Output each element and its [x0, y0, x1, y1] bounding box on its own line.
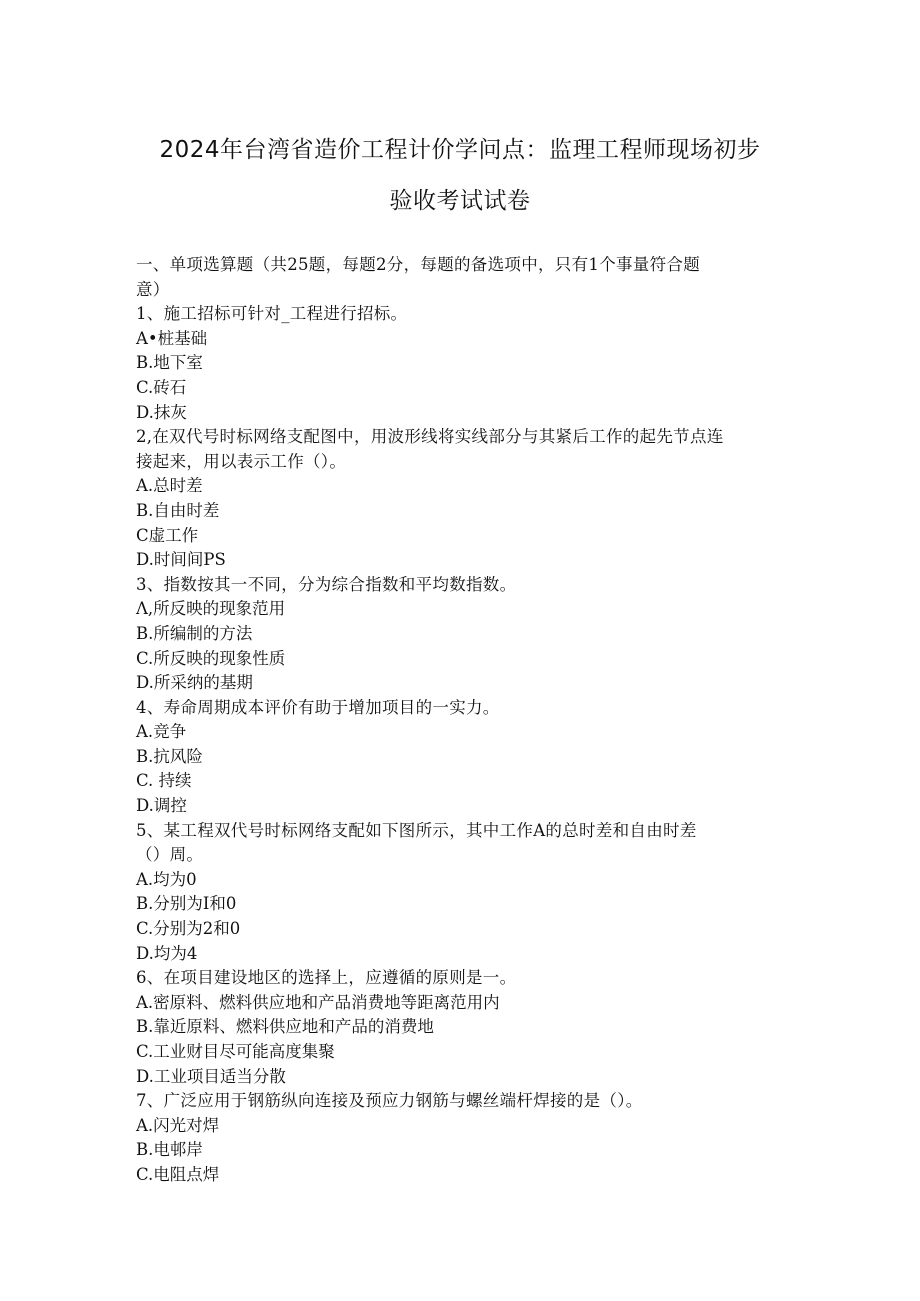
question-5-stem: 5、某工程双代号时标网络支配如下图所示，其中工作A的总时差和自由时差 — [136, 820, 697, 840]
question-6-option-c: C.工业财目尽可能高度集聚 — [136, 1042, 335, 1061]
question-1-option-d: D.抹灰 — [136, 402, 187, 422]
question-5-option-a: A.均为0 — [136, 869, 197, 889]
question-2-option-b: B.自由时差 — [136, 500, 220, 520]
document-title-line-1: 2024年台湾省造价工程计价学问点：监理工程师现场初步 — [159, 137, 761, 163]
question-3-stem: 3、指数按其一不同，分为综合指数和平均数指数。 — [136, 574, 517, 594]
question-5-option-b: B.分别为I和0 — [136, 894, 237, 914]
section-heading: 一、单项选算题（共25题，每题2分，每题的备选项中，只有1个事量符合题 — [136, 255, 700, 274]
question-1-option-b: B.地下室 — [136, 353, 203, 373]
question-6-option-b: B.靠近原料、燃料供应地和产品的消费地 — [136, 1017, 434, 1037]
question-1-option-a: A•桩基础 — [136, 328, 208, 348]
question-1-stem: 1、施工招标可针对_工程进行招标。 — [136, 304, 408, 324]
question-5-option-d: D.均为4 — [136, 943, 198, 963]
exam-body — [136, 253, 786, 1188]
question-4-option-b: B.抗风险 — [136, 746, 203, 766]
question-5-option-c: C.分别为2和0 — [136, 919, 241, 939]
question-4-option-a: A.竞争 — [136, 722, 187, 742]
question-4-option-c: C. 持续 — [136, 771, 192, 791]
question-7-stem: 7、广泛应用于钢筋纵向连接及预应力钢筋与螺丝端杆焊接的是（）。 — [136, 1091, 643, 1111]
question-3-option-c: C.所反映的现象性质 — [136, 648, 286, 668]
question-6-option-d: D.工业项目适当分散 — [136, 1066, 286, 1086]
question-3-option-d: D.所采纳的基期 — [136, 673, 253, 693]
question-7-option-a: A.闪光对焊 — [136, 1115, 220, 1135]
document-title-line-2: 验收考试试卷 — [389, 188, 531, 214]
question-3-option-a: Λ,所反映的现象范用 — [136, 599, 286, 619]
question-3-option-b: B.所编制的方法 — [136, 623, 253, 643]
question-6-option-a: A.密原料、燃料供应地和产品消费地等距离范用内 — [136, 992, 500, 1012]
question-4-option-d: D.调控 — [136, 796, 187, 816]
question-2-stem-cont: 接起来，用以表示工作（）。 — [136, 451, 347, 471]
question-7-option-b: B.电邨岸 — [136, 1140, 203, 1160]
section-heading-cont: 意） — [136, 279, 170, 299]
question-2-option-a: A.总时差 — [136, 476, 203, 496]
question-5-stem-cont: （）周。 — [136, 845, 204, 865]
question-7-option-c: C.电阻点焊 — [136, 1164, 220, 1184]
question-6-stem: 6、在项目建设地区的选择上，应遵循的原则是一。 — [136, 968, 517, 988]
question-2-option-c: C虚工作 — [136, 525, 199, 545]
question-2-stem: 2,在双代号时标网络支配图中，用波形线将实线部分与其紧后工作的起先节点连 — [136, 427, 724, 447]
question-4-stem: 4、寿命周期成本评价有助于增加项目的一实力。 — [136, 697, 500, 717]
question-1-option-c: C.砖石 — [136, 377, 187, 397]
question-2-option-d: D.时间间PS — [136, 550, 226, 570]
